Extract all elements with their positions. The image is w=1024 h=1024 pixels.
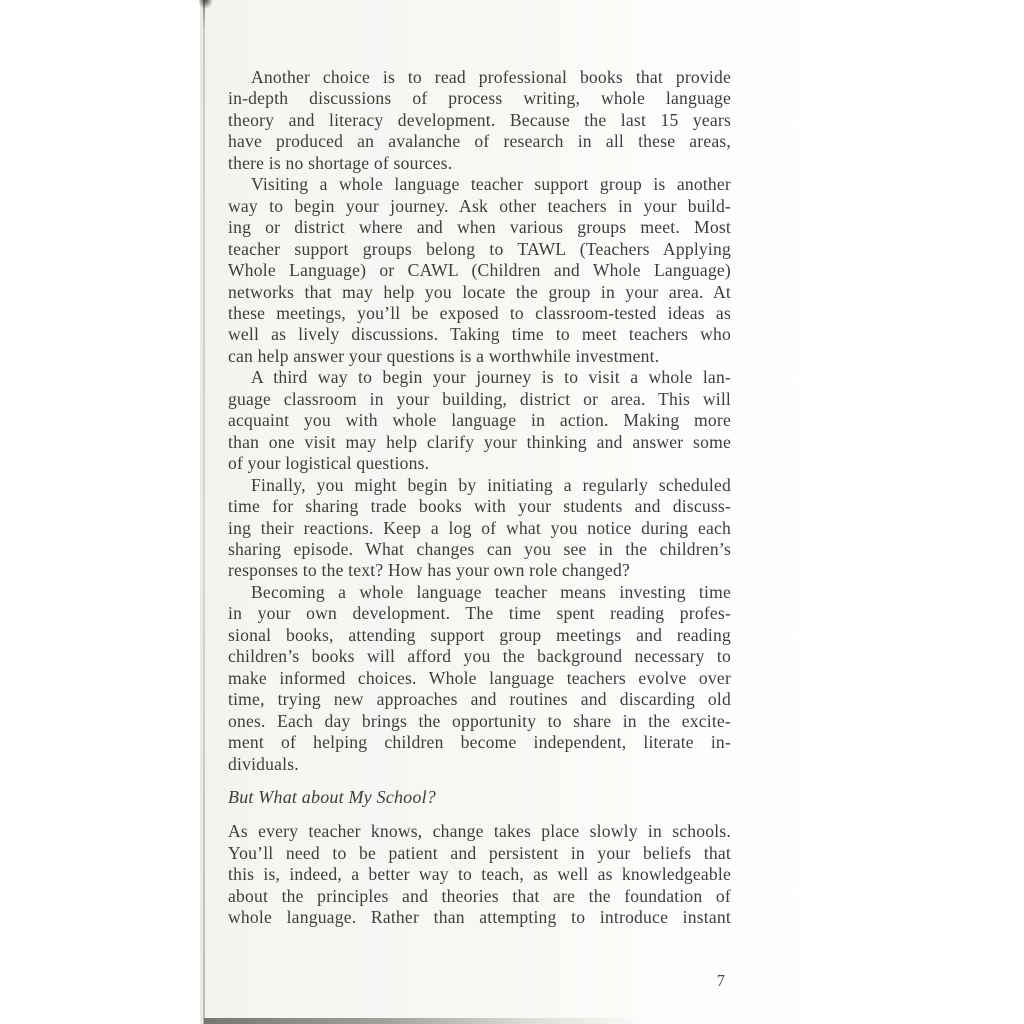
text-line: ones. Each day brings the opportunity to share in the excite- xyxy=(228,710,731,731)
text-line: in-depth discussions of process writing, whole language xyxy=(228,88,731,109)
text-line: make informed choices. Whole language teachers evolve over xyxy=(228,667,731,688)
text-line: this is, indeed, a better way to teach, as well as knowledgeable xyxy=(228,864,731,885)
text-line: You’ll need to be patient and persistent in your beliefs that xyxy=(228,842,731,863)
text-line: about the principles and theories that are the foundation of xyxy=(228,885,731,906)
post-heading-paragraphs xyxy=(228,821,731,928)
text-line: ment of helping children become independent, literate in- xyxy=(228,732,731,753)
body-paragraph xyxy=(228,67,731,174)
body-paragraph xyxy=(228,367,731,474)
text-line: As every teacher knows, change takes place slowly in schools. xyxy=(228,821,731,842)
text-line: acquaint you with whole language in action. Making more xyxy=(228,410,731,431)
page-top-corner-mark xyxy=(199,0,213,9)
text-line: time for sharing trade books with your students and discuss- xyxy=(228,496,731,517)
page-left-edge-line xyxy=(203,0,205,1024)
text-line: sharing episode. What changes can you see in the children’s xyxy=(228,538,731,559)
page-number: 7 xyxy=(716,971,725,990)
text-line: way to begin your journey. Ask other teachers in your build- xyxy=(228,195,731,216)
text-line: Another choice is to read professional books that provide xyxy=(251,67,731,87)
text-line: ing or district where and when various groups meet. Most xyxy=(228,217,731,238)
text-line: networks that may help you locate the group in your area. At xyxy=(228,281,731,302)
text-line: responses to the text? How has your own role changed? xyxy=(228,560,630,581)
text-line: guage classroom in your building, district or area. This will xyxy=(228,388,731,409)
text-line: Whole Language) or CAWL (Children and Whole Language) xyxy=(228,260,731,281)
body-paragraph xyxy=(228,174,731,367)
text-line: dividuals. xyxy=(228,753,299,774)
section-heading: But What about My School? xyxy=(228,786,436,807)
text-line: Visiting a whole language teacher support group is another xyxy=(251,174,731,195)
text-line: children’s books will afford you the background necessary to xyxy=(228,646,731,667)
text-line: have produced an avalanche of research in all these areas, xyxy=(228,131,731,152)
text-line: ing their reactions. Keep a log of what you notice during each xyxy=(228,517,731,538)
page-text-block xyxy=(228,67,731,929)
text-line: sional books, attending support group meetings and reading xyxy=(228,624,731,645)
text-line: theory and literacy development. Because the last 15 years xyxy=(228,109,731,130)
text-line: whole language. Rather than attempting to introduce instant xyxy=(228,907,731,928)
text-line: time, trying new approaches and routines and discarding old xyxy=(228,689,731,710)
text-line: Finally, you might begin by initiating a regularly scheduled xyxy=(251,474,731,495)
text-line: there is no shortage of sources. xyxy=(228,152,453,173)
text-line: of your logistical questions. xyxy=(228,453,430,474)
text-line: Becoming a whole language teacher means investing time xyxy=(251,581,731,602)
text-line: can help answer your questions is a worthwhile investment. xyxy=(228,345,660,366)
text-line: in your own development. The time spent reading profes- xyxy=(228,603,731,624)
body-paragraph xyxy=(228,582,731,775)
body-paragraph xyxy=(228,475,731,582)
text-line: teacher support groups belong to TAWL (Teachers Applying xyxy=(228,238,731,259)
body-paragraph xyxy=(228,821,731,928)
text-line: A third way to begin your journey is to visit a whole lan- xyxy=(251,367,731,388)
pre-heading-paragraphs xyxy=(228,67,731,775)
page-bottom-edge xyxy=(204,1018,644,1024)
text-line: well as lively discussions. Taking time to meet teachers who xyxy=(228,324,731,345)
text-line: these meetings, you’ll be exposed to classroom-tested ideas as xyxy=(228,302,731,323)
text-line: than one visit may help clarify your thinking and answer some xyxy=(228,431,731,452)
